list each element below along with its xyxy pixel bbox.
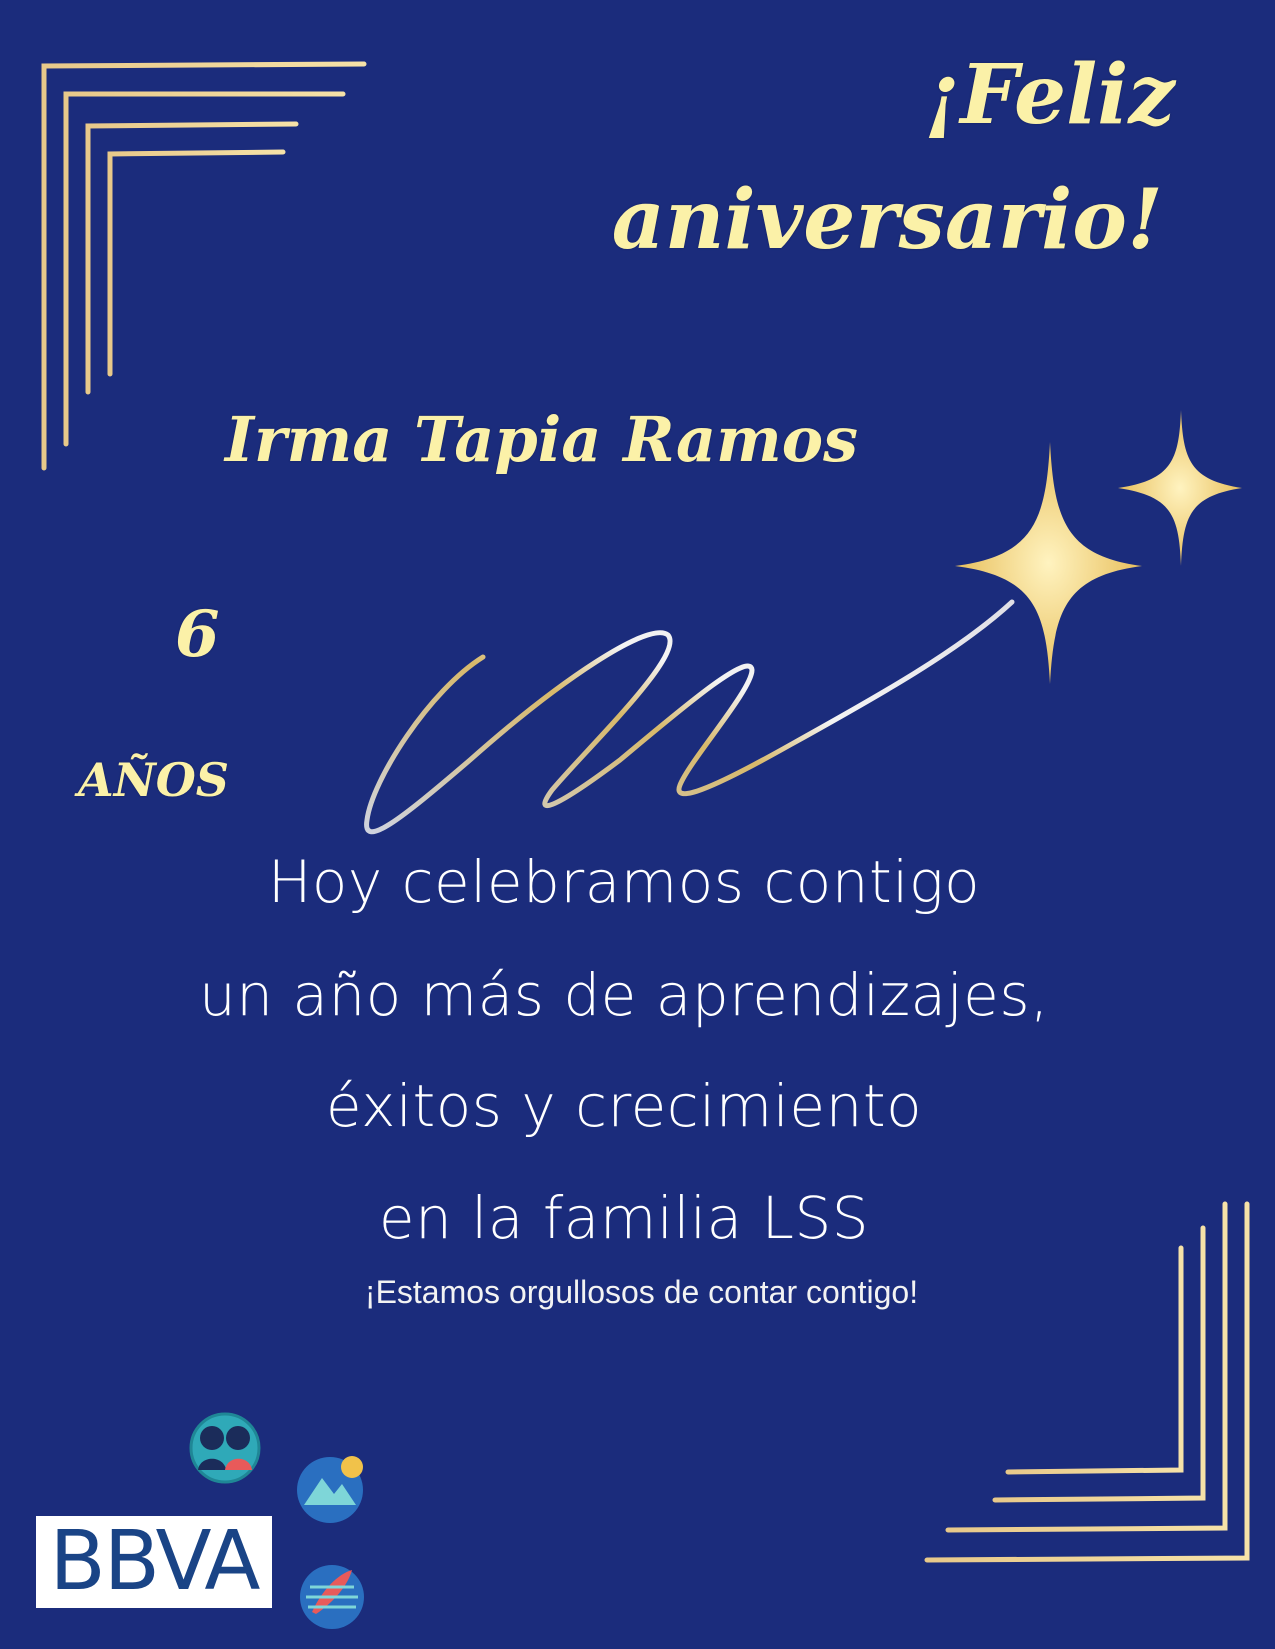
message-line-3: éxitos y crecimiento <box>325 1072 923 1140</box>
years-label: AÑOS <box>78 753 230 807</box>
years-number: 6 <box>175 597 220 672</box>
heading-line-1: ¡Feliz <box>924 47 1175 143</box>
team-icon <box>191 1414 259 1482</box>
message-line-4: en la familia LSS <box>378 1184 870 1252</box>
star-icon <box>1118 410 1242 566</box>
heading-line-2: aniversario! <box>611 172 1163 268</box>
star-icon <box>955 442 1142 684</box>
message-line-1: Hoy celebramos contigo <box>267 848 981 916</box>
honoree-name: Irma Tapia Ramos <box>225 403 859 476</box>
rocket-icon <box>300 1565 364 1629</box>
idea-mountain-icon <box>297 1456 363 1523</box>
tagline: ¡Estamos orgullosos de contar contigo! <box>364 1274 919 1310</box>
bbva-logo-text: BBVA <box>49 1514 259 1609</box>
message-line-2: un año más de aprendizajes, <box>198 961 1050 1029</box>
corner-lines-bottom-right <box>927 1204 1247 1560</box>
swoosh-flourish <box>367 602 1012 832</box>
bbva-logo <box>36 1516 272 1608</box>
